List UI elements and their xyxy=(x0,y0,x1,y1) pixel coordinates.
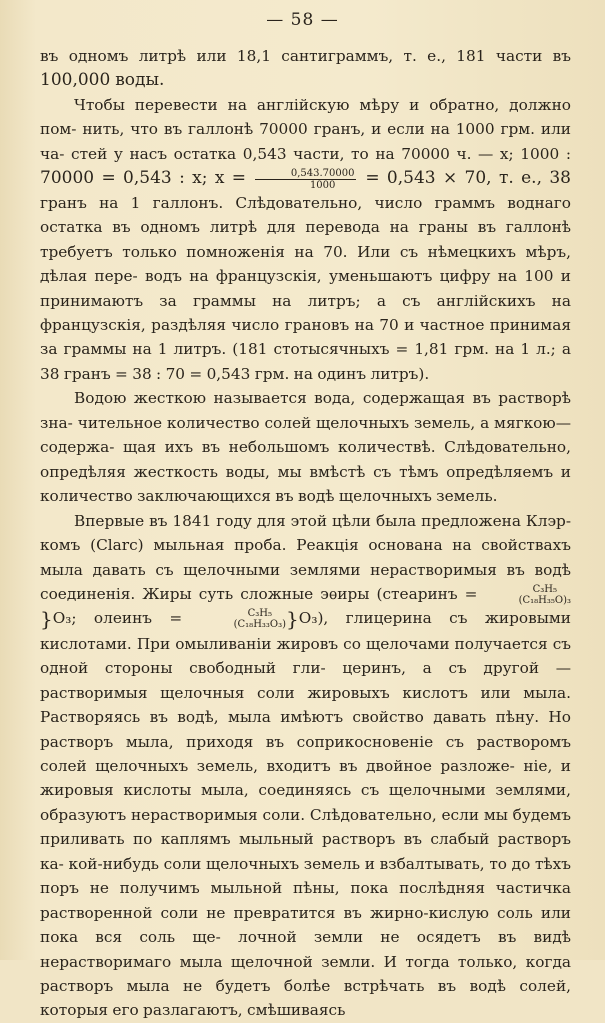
text-line: растворомъ солей щелочныхъ земель, входитъ въ двойное разложе- xyxy=(40,732,571,775)
text-line: давать съ щелочными землями нерастворимыя въ водѣ соединенія. xyxy=(40,560,571,604)
chemical-formula-stearin xyxy=(485,584,571,606)
text-line: заключающихся въ водѣ щелочныхъ земель. xyxy=(137,487,498,506)
text-line: гранъ на 1 галлонъ. Слѣдовательно, число граммъ воднаго остатка xyxy=(40,193,571,237)
fraction-denominator: 1000 xyxy=(309,179,336,191)
text-line: кислотъ или мыла. Растворяясь въ водѣ, мыла имѣютъ свойство xyxy=(40,683,571,727)
text-line: земли. И тогда только, когда растворъ мыла не будетъ болѣе xyxy=(40,952,571,996)
text-line: Чтобы перевести на англійскую мѣру и обратно, должно пом- xyxy=(40,95,571,139)
text-line: стей у насъ остатка 0,543 части, то на 70000 ч. — x; 1000 : xyxy=(71,144,571,163)
text-line: грм. на одинъ литръ). xyxy=(254,364,430,383)
text-line: въ одномъ литрѣ для перевода на граны въ галлонѣ требуетъ xyxy=(40,218,571,261)
chemical-formula-olein xyxy=(200,608,286,630)
chem-top: C₃H₅ xyxy=(532,584,557,596)
brace-glyph: } xyxy=(40,607,53,632)
fraction xyxy=(255,168,357,191)
paragraph-conversion xyxy=(40,93,571,386)
text-line: церинъ, а съ другой — растворимыя щелочныя соли жировыхъ xyxy=(40,659,571,702)
page-body-text xyxy=(40,44,571,1023)
brace-glyph: } xyxy=(286,607,299,632)
page-number: — 58 — xyxy=(266,10,339,30)
fraction-numerator: 0,543.70000 xyxy=(255,168,357,180)
text-line: встрѣчать въ водѣ солей, которыя его разлагаютъ, смѣшиваясь xyxy=(40,977,571,1020)
chem-bottom: (C₁₈H₃₅O)₃ xyxy=(518,595,571,607)
equation-lhs: 70000 = 0,543 : x; x = xyxy=(40,168,247,189)
text-line: щая ихъ въ небольшомъ количествѣ. Слѣдовательно, опредѣляя xyxy=(40,438,571,481)
text-line: ніе, и жировыя кислоты мыла, соединяясь съ щелочными землями, xyxy=(40,756,571,800)
text-line: образуютъ нерастворимыя соли. Слѣдовательно, если мы будемъ xyxy=(40,805,571,824)
text-line: комъ (Clarc) мыльная проба. Реакція основана на свойствахъ мыла xyxy=(40,536,571,579)
text-line: жесткость воды, мы вмѣстѣ съ тѣмъ опредѣляемъ и количество xyxy=(40,462,571,506)
equation-rhs: = 0,543 × 70, т. е., 38 xyxy=(365,168,571,189)
paragraph-soap-test xyxy=(40,509,571,1023)
text-line: Жиры суть сложные эѳиры (стеаринъ = xyxy=(142,585,478,604)
text-line: соли не превратится въ жирно-кислую соль или пока вся соль ще- xyxy=(40,903,571,947)
text-line: жировъ со щелочами получается съ одной стороны свободный гли- xyxy=(40,634,571,678)
text-line: Водою жесткою называется вода, содержащая въ растворѣ зна- xyxy=(40,389,571,432)
text-line: чительное количество солей щелочныхъ земель, а мягкою—содержа- xyxy=(40,413,571,457)
text-line: O₃; олеинъ = xyxy=(52,609,183,628)
text-line: только помноженія на 70. Или съ нѣмецкихъ мѣръ, дѣлая пере- xyxy=(40,242,572,286)
text-line: лочной земли не осядетъ въ видѣ нерастворимаго мыла щелочной xyxy=(40,928,571,971)
paragraph-hard-water xyxy=(40,386,571,508)
text-line: стотысячныхъ = 1,81 грм. на 1 л.; а 38 гранъ = 38 : 70 = 0,543 xyxy=(40,340,571,383)
text-line: не получимъ мыльной пѣны, пока послѣдняя частичка растворенной xyxy=(40,879,571,922)
chem-top: C₃H₅ xyxy=(247,608,273,620)
chem-bottom: (C₁₈H₃₃O₃) xyxy=(233,619,287,631)
text-line: водъ на французскія, уменьшаютъ цифру на 100 и принимаютъ за xyxy=(40,267,571,310)
text-line: грановъ на 70 и частное принимая за граммы на 1 литръ. (181 xyxy=(40,316,571,359)
paragraph-continuation xyxy=(40,44,571,93)
text-line: O₃), глицерина съ жировыми кислотами. При омыливаніи xyxy=(40,609,571,653)
text-line: приливать по каплямъ мыльный растворъ въ слабый растворъ ка- xyxy=(40,830,571,873)
text-line: Впервые въ 1841 году для этой цѣли была предложена Клэр- xyxy=(74,511,571,530)
text-line: 100,000 воды. xyxy=(40,70,165,91)
text-line: въ одномъ литрѣ или 18,1 сантиграммъ, т. е., 181 части въ xyxy=(40,47,571,65)
text-line: граммы на литръ; а съ англійскихъ на французскія, раздѣляя число xyxy=(40,291,571,335)
text-line: нить, что въ галлонѣ 70000 гранъ, и если на 1000 грм. или ча- xyxy=(40,120,571,163)
text-line: кой-нибудь соли щелочныхъ земель и взбалтывать, то до тѣхъ поръ xyxy=(40,854,571,898)
text-line: давать пѣну. Но растворъ мыла, приходя въ соприкосновеніе съ xyxy=(40,708,571,751)
